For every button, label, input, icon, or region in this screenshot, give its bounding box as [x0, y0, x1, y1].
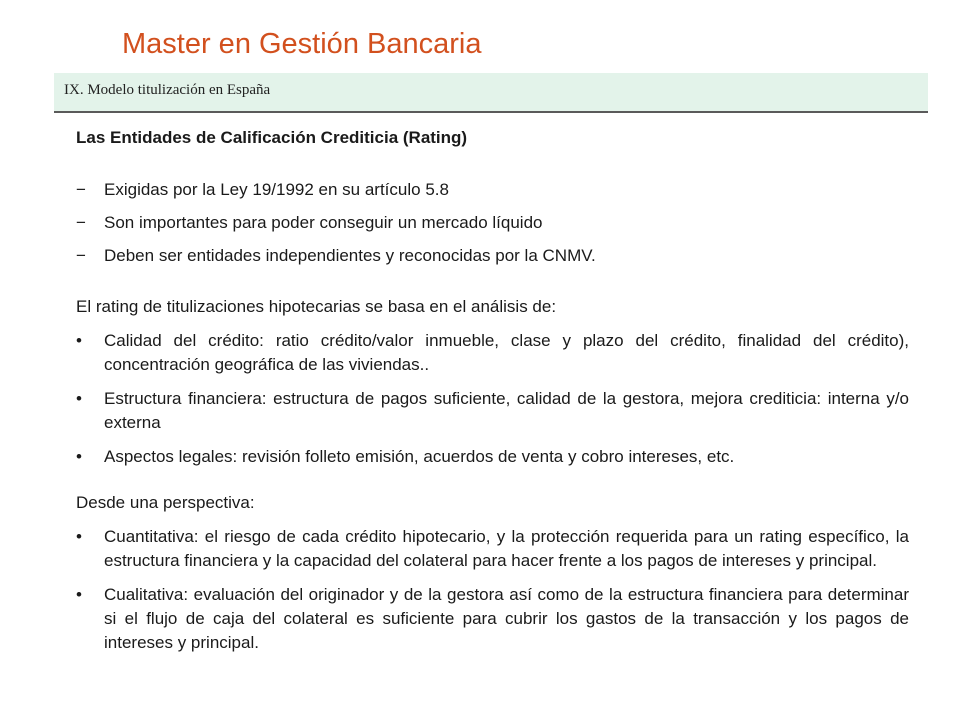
dash-marker: − — [76, 246, 86, 265]
bullet-marker: • — [76, 447, 82, 466]
list-item — [76, 387, 909, 435]
dash-marker: − — [76, 213, 86, 232]
list-item — [76, 329, 909, 377]
list-item-text: Estructura financiera: estructura de pagos suficiente, calidad de la gestora, mejora crediticia: interna y/o externa — [104, 389, 909, 432]
list-item-text: Deben ser entidades independientes y reconocidas por la CNMV. — [104, 246, 596, 265]
perspectives-list — [76, 525, 909, 655]
list-item-text: Son importantes para poder conseguir un mercado líquido — [104, 213, 543, 232]
list-item-text: Calidad del crédito: ratio crédito/valor inmueble, clase y plazo del crédito, finalidad del crédito), concentración geográfica de las viviendas.. — [104, 331, 909, 374]
bullet-marker: • — [76, 389, 82, 408]
rating-factors-list — [76, 329, 909, 469]
list-item — [76, 244, 909, 268]
slide-content — [76, 126, 909, 665]
list-item — [76, 445, 909, 469]
list-item-text: Cuantitativa: el riesgo de cada crédito hipotecario, y la protección requerida para un rating específico, la estructura financiera y la capacidad del colateral para hacer frente a los pagos de intereses y principal. — [104, 527, 909, 570]
dash-marker: − — [76, 180, 86, 199]
section-label: IX. Modelo titulización en España — [64, 82, 271, 98]
perspective-intro: Desde una perspectiva: — [76, 493, 255, 512]
slide-title: Master en Gestión Bancaria — [122, 28, 482, 60]
list-item — [76, 178, 909, 202]
list-item — [76, 525, 909, 573]
requirements-list — [76, 178, 909, 268]
bullet-marker: • — [76, 331, 82, 350]
list-item-text: Cualitativa: evaluación del originador y de la gestora así como de la estructura financiera para determinar si el flujo de caja del colateral es suficiente para cubrir los gastos de la transacción y los pagos de intereses y principal. — [104, 585, 909, 652]
list-item — [76, 583, 909, 655]
rating-intro: El rating de titulizaciones hipotecarias se basa en el análisis de: — [76, 297, 557, 316]
content-heading: Las Entidades de Calificación Crediticia (Rating) — [76, 128, 468, 147]
list-item-text: Aspectos legales: revisión folleto emisión, acuerdos de venta y cobro intereses, etc. — [104, 447, 735, 466]
bullet-marker: • — [76, 585, 82, 604]
bullet-marker: • — [76, 527, 82, 546]
list-item-text: Exigidas por la Ley 19/1992 en su artículo 5.8 — [104, 180, 449, 199]
section-header-band — [54, 73, 928, 113]
list-item — [76, 211, 909, 235]
